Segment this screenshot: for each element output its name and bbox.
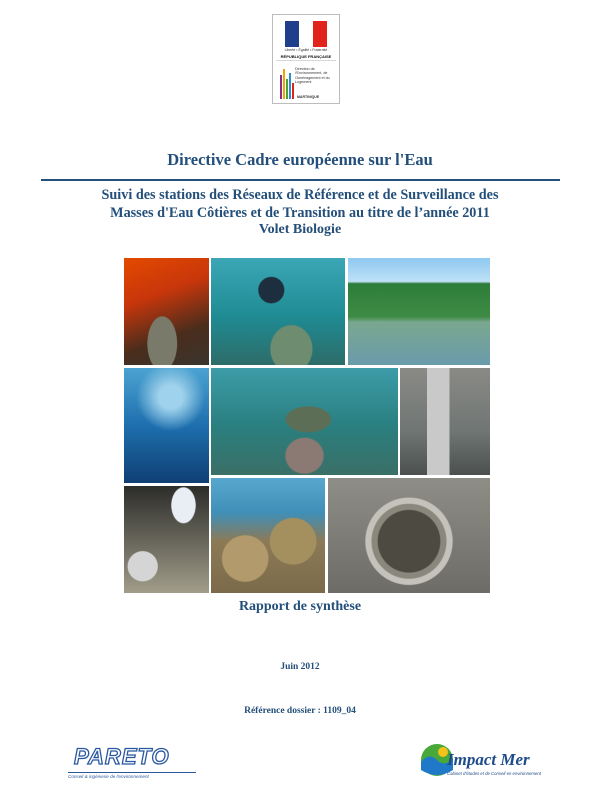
document-title: Directive Cadre européenne sur l'Eau: [167, 150, 433, 169]
reference-number: Référence dossier : 1109_04: [244, 706, 356, 716]
photo-coral-orange: [124, 258, 209, 365]
title-divider: [41, 179, 560, 181]
ministry-name: Direction de l'Environnement, de l'Aménagement et du Logement: [295, 67, 330, 85]
subtitle-line-1: Suivi des stations des Réseaux de Référence et de Surveillance des: [101, 187, 499, 203]
photo-sampling-bucket: [400, 368, 490, 475]
photo-diver: [211, 258, 345, 365]
photo-sediment-sieve: [328, 478, 490, 593]
pareto-wordmark: PARETO: [74, 744, 170, 769]
pareto-underline: [68, 772, 196, 773]
photo-sea-turtle: [211, 368, 398, 475]
region-name: MARTINIQUE: [297, 95, 320, 99]
pareto-tagline: Conseil & ingénierie de l'environnement: [68, 774, 149, 779]
french-flag-icon: [285, 21, 327, 47]
volet-heading: Volet Biologie: [258, 222, 342, 237]
photo-coral-reef: [211, 478, 325, 593]
impact-mer-tagline: Cabinet d'études et de Conseil en environnement: [447, 771, 541, 776]
report-type: Rapport de synthèse: [238, 599, 362, 614]
photo-fish-school: [124, 368, 209, 483]
photo-mangrove: [348, 258, 490, 365]
impact-mer-logo: [417, 738, 557, 788]
impact-mer-wordmark: Impact Mer: [447, 750, 530, 769]
republic-motto: Liberté • Égalité • Fraternité: [284, 48, 328, 52]
document-subtitle: [40, 186, 560, 222]
pareto-logo: [66, 744, 198, 780]
publication-date: Juin 2012: [280, 662, 320, 672]
deal-martinique-logo: [272, 14, 340, 104]
republic-name: RÉPUBLIQUE FRANÇAISE: [280, 54, 332, 59]
subtitle-line-2: Masses d'Eau Côtières et de Transition au titre de l’année 2011: [110, 205, 490, 221]
photo-lab-sample: [124, 486, 209, 593]
logo-divider: [276, 60, 336, 61]
deal-bars-icon: [279, 65, 295, 101]
